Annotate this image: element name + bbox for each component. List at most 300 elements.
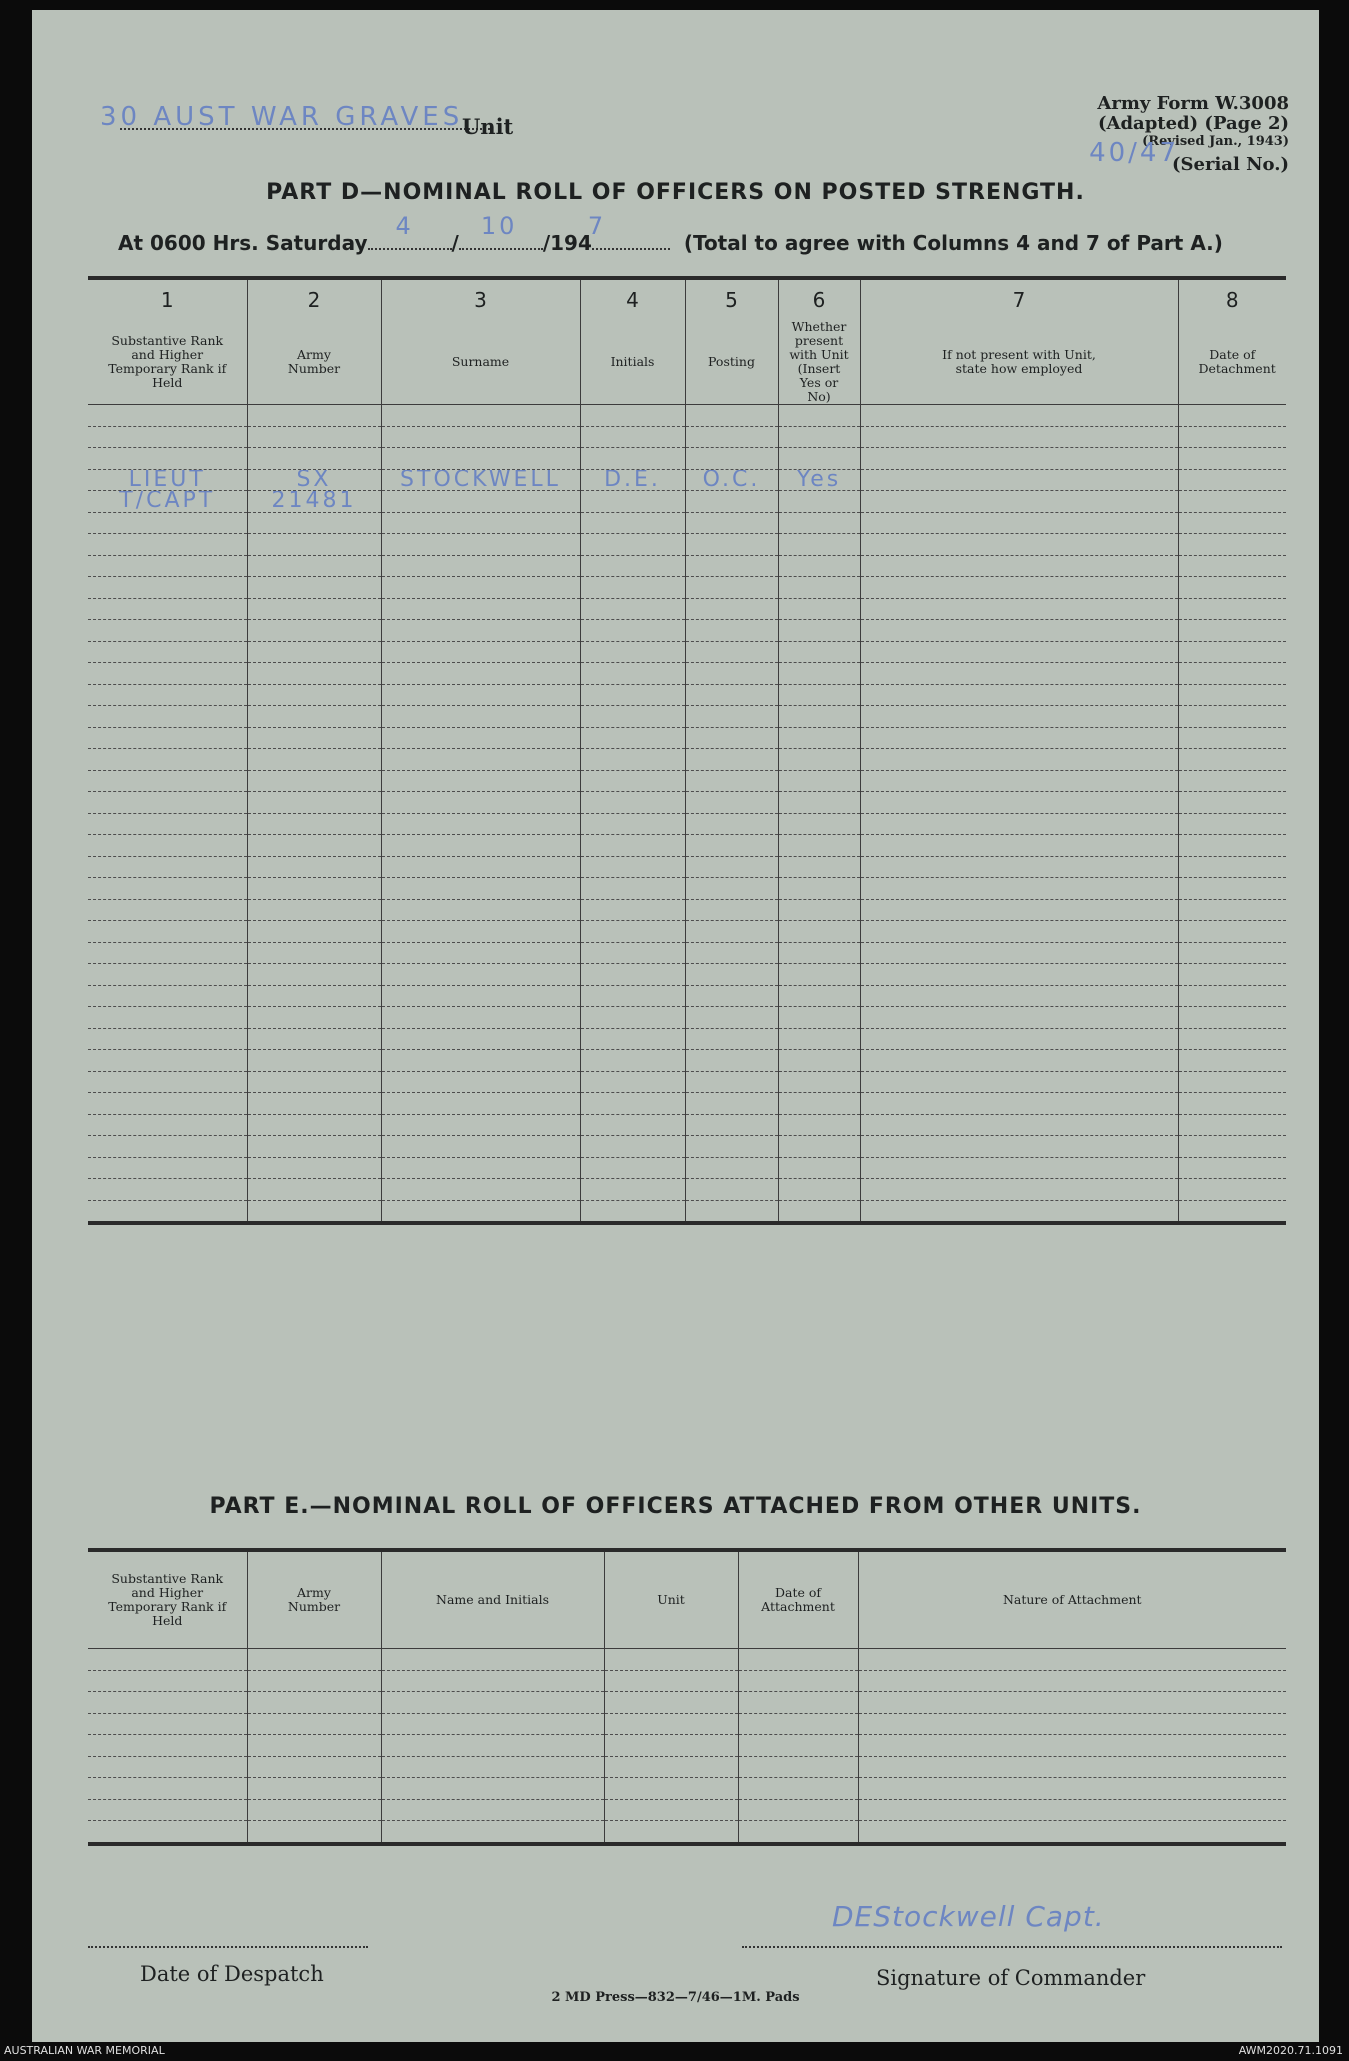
table-cell [381, 985, 580, 1007]
unit-handwritten: 30 AUST WAR GRAVES [100, 102, 464, 132]
table-cell [88, 1649, 247, 1671]
table-cell [88, 921, 247, 943]
table-cell [580, 1157, 685, 1179]
table-cell [858, 1821, 1286, 1844]
col-number-4: 4 [580, 278, 685, 320]
table-cell [580, 942, 685, 964]
table-cell [860, 1179, 1178, 1201]
table-cell [778, 1179, 860, 1201]
table-cell [685, 491, 778, 513]
table-cell [247, 1179, 381, 1201]
table-cell [381, 921, 580, 943]
table-cell [381, 1799, 604, 1821]
table-cell [1178, 813, 1286, 835]
table-cell [247, 1200, 381, 1223]
printer-note: 2 MD Press—832—7/46—1M. Pads [551, 1990, 800, 2005]
part-d-row [88, 469, 1286, 491]
table-cell [381, 405, 580, 427]
table-cell [860, 1007, 1178, 1029]
table-cell [88, 1670, 247, 1692]
table-cell [580, 1200, 685, 1223]
table-cell [685, 1136, 778, 1158]
table-cell [1178, 1179, 1286, 1201]
part-d-row [88, 835, 1286, 857]
table-cell [685, 555, 778, 577]
table-cell [381, 1821, 604, 1844]
table-cell [778, 448, 860, 470]
table-cell [88, 770, 247, 792]
table-cell [88, 1028, 247, 1050]
table-cell [685, 985, 778, 1007]
table-cell [778, 856, 860, 878]
table-cell [247, 813, 381, 835]
table-cell [381, 1670, 604, 1692]
table-cell [685, 577, 778, 599]
table-cell [247, 706, 381, 728]
table-cell [860, 749, 1178, 771]
table-cell [685, 1093, 778, 1115]
part-d-row [88, 684, 1286, 706]
part-d-row [88, 512, 1286, 534]
table-cell [381, 964, 580, 986]
table-cell [860, 534, 1178, 556]
signature-label: Signature of Commander [876, 1966, 1146, 1990]
table-cell [1178, 856, 1286, 878]
table-cell [247, 1821, 381, 1844]
table-cell [580, 1114, 685, 1136]
unit-label: Unit [462, 114, 514, 139]
col-header-how-employed: If not present with Unit, state how employed [860, 320, 1178, 405]
table-cell [604, 1821, 738, 1844]
table-cell [860, 641, 1178, 663]
table-cell [580, 426, 685, 448]
table-cell [88, 749, 247, 771]
e-col-header-rank: Substantive Rank and Higher Temporary Rank if Held [88, 1550, 247, 1649]
table-cell [860, 899, 1178, 921]
part-d-date-line: At 0600 Hrs. Saturday 4 / 10 /194 7 (Total to agree with Columns 4 and 7 of Part A.) [118, 212, 1223, 255]
table-cell [247, 1756, 381, 1778]
table-cell [88, 1735, 247, 1757]
table-cell [778, 555, 860, 577]
table-cell [381, 1200, 580, 1223]
table-cell [860, 727, 1178, 749]
table-cell [247, 1649, 381, 1671]
table-cell [860, 856, 1178, 878]
table-cell [738, 1649, 858, 1671]
part-e-title: PART E.—NOMINAL ROLL OF OFFICERS ATTACHED FROM OTHER UNITS. [209, 1494, 1142, 1519]
part-d-row [88, 1200, 1286, 1223]
table-cell [1178, 663, 1286, 685]
col-number-6: 6 [778, 278, 860, 320]
table-cell [247, 555, 381, 577]
col-header-initials: Initials [580, 320, 685, 405]
table-cell [1178, 706, 1286, 728]
table-cell [860, 405, 1178, 427]
table-cell [778, 491, 860, 513]
part-e-row [88, 1756, 1286, 1778]
table-cell [860, 555, 1178, 577]
table-cell [88, 1778, 247, 1800]
part-d-row [88, 813, 1286, 835]
table-cell [1178, 727, 1286, 749]
table-cell [247, 835, 381, 857]
table-cell [685, 856, 778, 878]
table-cell [247, 964, 381, 986]
table-cell [580, 405, 685, 427]
e-col-header-date-attachment: Date of Attachment [738, 1550, 858, 1649]
table-cell [580, 512, 685, 534]
table-cell [1178, 534, 1286, 556]
table-cell [685, 1179, 778, 1201]
table-cell [580, 899, 685, 921]
table-cell [580, 1179, 685, 1201]
table-cell [247, 620, 381, 642]
year-prefix: /194 [542, 231, 592, 255]
table-cell [1178, 491, 1286, 513]
table-cell [381, 835, 580, 857]
table-cell [1178, 1157, 1286, 1179]
table-cell [860, 985, 1178, 1007]
col-number-1: 1 [160, 288, 174, 312]
table-cell [88, 813, 247, 835]
table-cell [858, 1649, 1286, 1671]
table-cell [580, 813, 685, 835]
table-cell [88, 985, 247, 1007]
table-cell [247, 1007, 381, 1029]
serial-label: (Serial No.) [1172, 154, 1289, 175]
table-cell [860, 770, 1178, 792]
table-cell [778, 684, 860, 706]
table-cell [1178, 1136, 1286, 1158]
table-cell [88, 620, 247, 642]
table-cell [685, 641, 778, 663]
table-cell [738, 1799, 858, 1821]
table-cell [738, 1778, 858, 1800]
table-cell [88, 878, 247, 900]
part-d-row [88, 598, 1286, 620]
table-cell [860, 878, 1178, 900]
table-cell [1178, 770, 1286, 792]
table-cell [778, 1007, 860, 1029]
table-cell [88, 598, 247, 620]
table-cell [685, 598, 778, 620]
table-cell [88, 835, 247, 857]
table-cell [247, 1071, 381, 1093]
table-cell [381, 1778, 604, 1800]
form-sheet [32, 10, 1319, 2042]
table-cell [860, 469, 1178, 491]
table-cell: D.E. [580, 469, 685, 491]
table-cell [580, 1028, 685, 1050]
table-cell [778, 663, 860, 685]
table-cell [580, 921, 685, 943]
table-cell [381, 813, 580, 835]
table-cell [1178, 942, 1286, 964]
part-d-row [88, 770, 1286, 792]
part-d-row [88, 663, 1286, 685]
table-cell [685, 835, 778, 857]
table-cell [88, 555, 247, 577]
part-e-row [88, 1735, 1286, 1757]
e-col-header-unit: Unit [604, 1550, 738, 1649]
part-d-row [88, 727, 1286, 749]
table-cell [247, 770, 381, 792]
col-number-8: 8 [1178, 278, 1286, 320]
table-cell [381, 1093, 580, 1115]
table-cell [860, 598, 1178, 620]
table-cell [685, 1200, 778, 1223]
table-cell [88, 1692, 247, 1714]
table-cell [381, 1071, 580, 1093]
table-cell [247, 899, 381, 921]
part-d-row [88, 1136, 1286, 1158]
part-e-row [88, 1670, 1286, 1692]
part-d-row [88, 534, 1286, 556]
part-d-row [88, 1093, 1286, 1115]
table-cell [88, 899, 247, 921]
table-cell [381, 749, 580, 771]
table-cell [860, 921, 1178, 943]
table-cell [88, 448, 247, 470]
table-cell [247, 1778, 381, 1800]
table-cell [381, 426, 580, 448]
table-cell [381, 491, 580, 513]
table-cell [580, 1071, 685, 1093]
table-cell: O.C. [685, 469, 778, 491]
table-cell [1178, 1200, 1286, 1223]
table-cell [860, 448, 1178, 470]
table-cell [685, 964, 778, 986]
table-cell [685, 448, 778, 470]
table-cell [778, 641, 860, 663]
table-cell [1178, 964, 1286, 986]
table-cell [580, 835, 685, 857]
part-e-row [88, 1778, 1286, 1800]
table-cell [88, 1071, 247, 1093]
table-cell [247, 985, 381, 1007]
table-cell [381, 1649, 604, 1671]
table-cell [778, 577, 860, 599]
col-header-posting: Posting [685, 320, 778, 405]
table-cell [247, 727, 381, 749]
part-d-row [88, 426, 1286, 448]
table-cell [860, 663, 1178, 685]
table-cell [88, 426, 247, 448]
part-e-row [88, 1713, 1286, 1735]
table-cell [1178, 792, 1286, 814]
signature-line [742, 1946, 1282, 1948]
table-cell [858, 1735, 1286, 1757]
part-d-row [88, 620, 1286, 642]
table-cell [685, 684, 778, 706]
part-d-row [88, 1028, 1286, 1050]
part-d-row [88, 448, 1286, 470]
table-cell [685, 512, 778, 534]
table-cell [860, 1071, 1178, 1093]
table-cell [778, 878, 860, 900]
table-cell [860, 491, 1178, 513]
part-d-row [88, 1050, 1286, 1072]
caption-right: AWM2020.71.1091 [1238, 2044, 1343, 2057]
table-cell [860, 964, 1178, 986]
table-cell [1178, 749, 1286, 771]
table-cell [778, 899, 860, 921]
table-cell [860, 1114, 1178, 1136]
table-cell [860, 942, 1178, 964]
table-cell [88, 1136, 247, 1158]
table-cell [580, 663, 685, 685]
form-name: Army Form W.3008 [1097, 93, 1289, 114]
table-cell [778, 1157, 860, 1179]
table-cell [685, 878, 778, 900]
part-e-row [88, 1799, 1286, 1821]
col-header-army-number: Army Number [247, 320, 381, 405]
col-header-surname: Surname [381, 320, 580, 405]
table-cell [778, 1136, 860, 1158]
table-cell [778, 1200, 860, 1223]
part-e-table [88, 1548, 1286, 1846]
part-e-row [88, 1649, 1286, 1671]
caption-left: AUSTRALIAN WAR MEMORIAL [4, 2044, 165, 2057]
table-cell [247, 1713, 381, 1735]
table-cell [580, 706, 685, 728]
table-cell [580, 598, 685, 620]
day-field [368, 212, 452, 250]
part-e-row [88, 1692, 1286, 1714]
table-cell [778, 1071, 860, 1093]
year-field [587, 212, 670, 250]
table-cell [580, 448, 685, 470]
table-cell [247, 1692, 381, 1714]
year-handwritten: 7 [587, 212, 607, 240]
table-cell [381, 1756, 604, 1778]
part-d-row [88, 577, 1286, 599]
table-cell [685, 770, 778, 792]
table-cell [778, 620, 860, 642]
table-cell [1178, 1007, 1286, 1029]
table-cell [580, 577, 685, 599]
part-d-row [88, 1114, 1286, 1136]
table-cell [247, 1799, 381, 1821]
table-cell [381, 1114, 580, 1136]
table-cell [1178, 1071, 1286, 1093]
table-cell [685, 942, 778, 964]
table-cell [685, 899, 778, 921]
table-cell [247, 684, 381, 706]
table-cell [858, 1670, 1286, 1692]
table-cell [88, 641, 247, 663]
table-cell [604, 1735, 738, 1757]
table-cell [88, 856, 247, 878]
table-cell [247, 448, 381, 470]
table-cell [580, 1136, 685, 1158]
table-cell [685, 813, 778, 835]
table-cell [88, 1179, 247, 1201]
table-cell [580, 641, 685, 663]
col-header-present: Whether present with Unit (Insert Yes or No) [778, 320, 860, 405]
col-number-5: 5 [685, 278, 778, 320]
table-cell [1178, 598, 1286, 620]
table-cell [1178, 1050, 1286, 1072]
table-cell [247, 942, 381, 964]
table-cell [580, 1093, 685, 1115]
table-cell [685, 1114, 778, 1136]
table-cell [604, 1713, 738, 1735]
table-cell [778, 985, 860, 1007]
table-cell [685, 727, 778, 749]
table-cell [858, 1799, 1286, 1821]
table-cell [685, 921, 778, 943]
table-cell [381, 534, 580, 556]
table-cell [604, 1799, 738, 1821]
table-cell [778, 1114, 860, 1136]
commander-signature: DEStockwell Capt. [832, 1900, 1105, 1933]
part-e-row [88, 1821, 1286, 1844]
part-d-table [88, 276, 1286, 1225]
table-cell [858, 1692, 1286, 1714]
table-cell: LIEUT [88, 469, 247, 491]
part-d-row [88, 555, 1286, 577]
table-cell [1178, 1028, 1286, 1050]
table-cell [247, 598, 381, 620]
table-cell [381, 899, 580, 921]
table-cell [778, 792, 860, 814]
table-cell [381, 598, 580, 620]
table-cell [1178, 878, 1286, 900]
table-cell [778, 813, 860, 835]
col-number-7: 7 [860, 278, 1178, 320]
table-cell [1178, 835, 1286, 857]
table-cell [778, 1050, 860, 1072]
table-cell [858, 1713, 1286, 1735]
table-cell [778, 749, 860, 771]
table-cell [580, 727, 685, 749]
table-cell [381, 792, 580, 814]
table-cell [860, 577, 1178, 599]
table-cell [580, 1050, 685, 1072]
table-cell [1178, 512, 1286, 534]
table-cell [1178, 899, 1286, 921]
table-cell [381, 1050, 580, 1072]
table-cell [1178, 684, 1286, 706]
table-cell [580, 792, 685, 814]
table-cell [580, 749, 685, 771]
table-cell [381, 577, 580, 599]
despatch-date-line [88, 1946, 368, 1948]
table-cell [738, 1821, 858, 1844]
table-cell [685, 1007, 778, 1029]
table-cell [604, 1778, 738, 1800]
table-cell [247, 663, 381, 685]
table-cell [1178, 577, 1286, 599]
table-cell [247, 512, 381, 534]
table-cell [685, 534, 778, 556]
table-cell [1178, 1114, 1286, 1136]
table-cell [1178, 641, 1286, 663]
table-cell [580, 620, 685, 642]
table-cell [88, 727, 247, 749]
table-cell [88, 1007, 247, 1029]
table-cell [778, 512, 860, 534]
table-cell: T/CAPT [88, 491, 247, 513]
table-cell [88, 1713, 247, 1735]
table-cell: Yes [778, 469, 860, 491]
table-cell [381, 1007, 580, 1029]
table-cell [778, 706, 860, 728]
table-cell [381, 663, 580, 685]
table-cell [88, 405, 247, 427]
table-cell [381, 1692, 604, 1714]
